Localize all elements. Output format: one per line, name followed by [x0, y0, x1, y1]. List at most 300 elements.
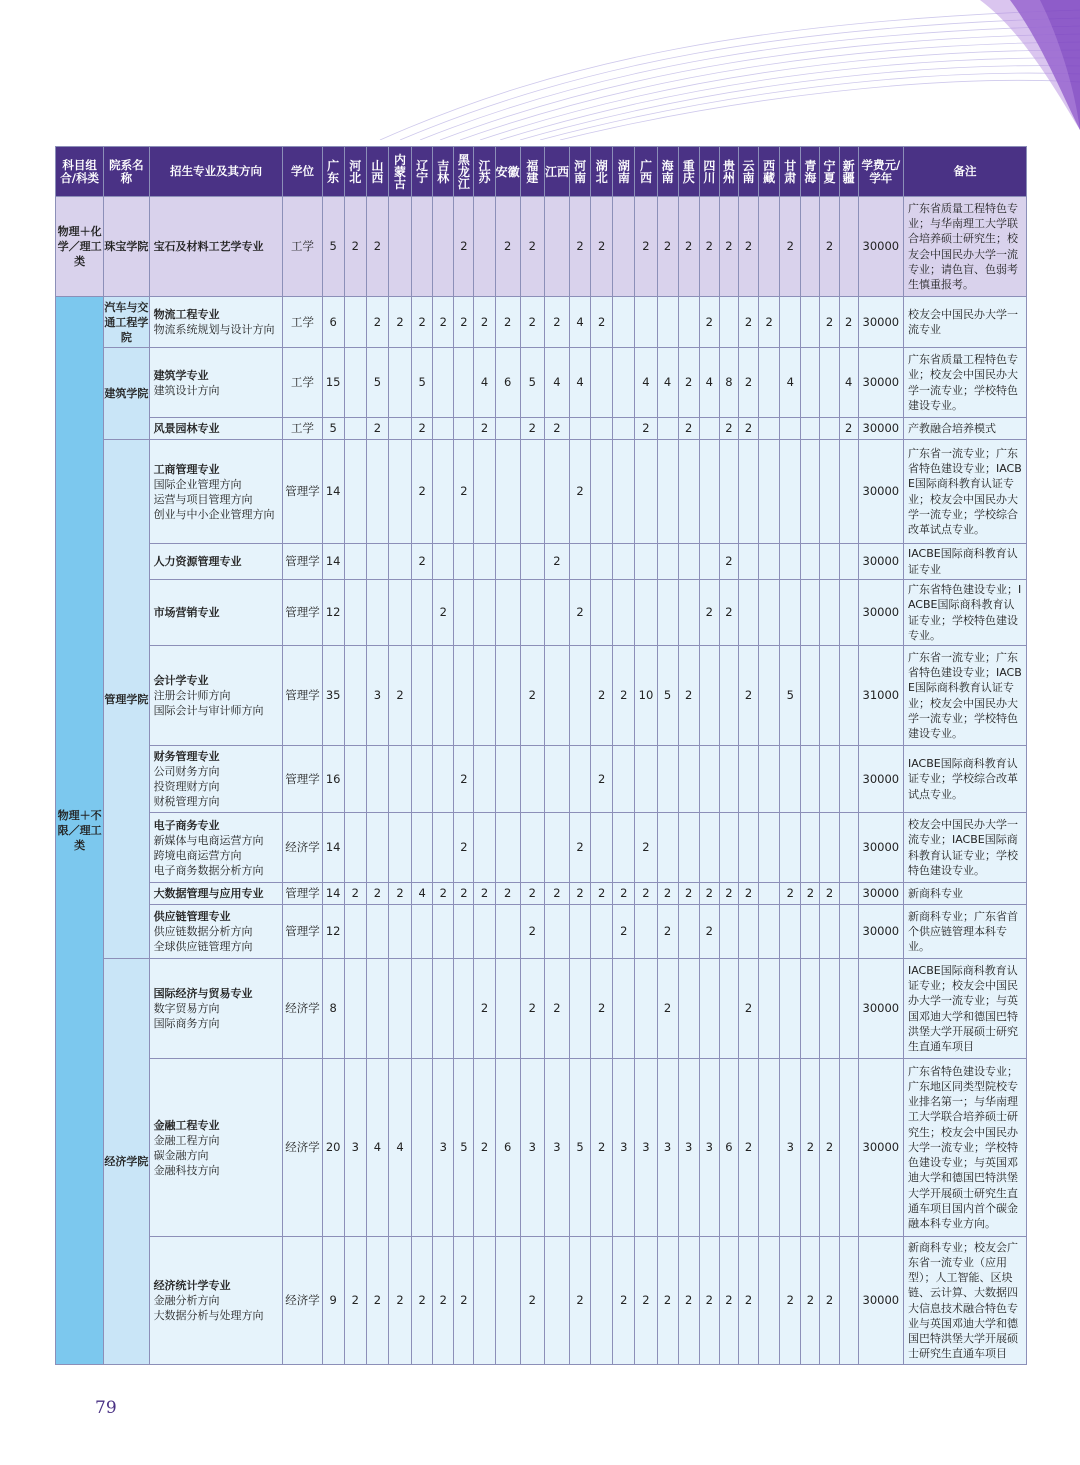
quota-cell: 3 — [780, 1059, 801, 1237]
quota-cell — [474, 905, 495, 959]
quota-cell — [544, 746, 569, 813]
major-cell — [149, 646, 283, 746]
quota-cell — [544, 1237, 569, 1365]
quota-cell — [344, 746, 366, 813]
quota-cell — [780, 813, 801, 883]
quota-cell — [344, 297, 366, 348]
major-name: 宝石及材料工艺学专业 — [153, 240, 264, 253]
quota-cell: 14 — [322, 440, 344, 544]
quota-cell — [366, 440, 388, 544]
table-row — [56, 544, 1027, 580]
quota-cell — [739, 813, 759, 883]
note-cell: IACBE国际商科教育认证专业；校友会中国民办大学一流专业；与英国邓迪大学和德国巴特洪堡大学开展硕士研究生直通车项目 — [903, 959, 1026, 1059]
quota-cell — [570, 646, 591, 746]
header-province: 江西 — [544, 147, 569, 197]
quota-cell: 5 — [570, 1059, 591, 1237]
quota-cell — [495, 580, 520, 646]
quota-cell — [820, 959, 839, 1059]
quota-cell: 2 — [739, 959, 759, 1059]
quota-cell: 2 — [366, 1237, 388, 1365]
degree-cell: 经济学 — [283, 1237, 322, 1365]
quota-cell — [699, 418, 719, 440]
quota-cell — [495, 905, 520, 959]
quota-cell: 2 — [495, 883, 520, 905]
page-number: 79 — [95, 1398, 117, 1418]
quota-cell: 15 — [322, 348, 344, 418]
quota-cell: 2 — [635, 883, 657, 905]
degree-cell: 管理学 — [283, 905, 322, 959]
quota-cell — [820, 348, 839, 418]
quota-cell — [780, 580, 801, 646]
table-row — [56, 297, 1027, 348]
quota-cell — [474, 197, 495, 297]
quota-cell: 2 — [759, 297, 780, 348]
table-row — [56, 905, 1027, 959]
quota-cell — [613, 297, 635, 348]
major-direction: 全球供应链管理方向 — [153, 940, 253, 953]
quota-cell — [657, 544, 678, 580]
major-name: 国际经济与贸易专业 — [153, 987, 253, 1000]
quota-cell: 2 — [591, 646, 613, 746]
quota-cell: 5 — [657, 646, 678, 746]
quota-cell: 2 — [657, 905, 678, 959]
quota-cell: 2 — [520, 1237, 544, 1365]
quota-cell — [839, 883, 858, 905]
header-province: 重庆 — [678, 147, 699, 197]
note-cell: 校友会中国民办大学一流专业 — [903, 297, 1026, 348]
quota-cell: 2 — [344, 883, 366, 905]
quota-cell: 5 — [780, 646, 801, 746]
major-name: 风景园林专业 — [153, 422, 220, 435]
header-province: 广东 — [322, 147, 344, 197]
quota-cell — [820, 746, 839, 813]
degree-cell: 管理学 — [283, 580, 322, 646]
quota-cell — [613, 959, 635, 1059]
note-cell: 校友会中国民办大学一流专业；IACBE国际商科教育认证专业；学校特色建设专业。 — [903, 813, 1026, 883]
header-province: 黑龙江 — [454, 147, 474, 197]
quota-cell — [474, 746, 495, 813]
degree-cell: 管理学 — [283, 544, 322, 580]
fee-cell: 31000 — [858, 646, 903, 746]
quota-cell — [591, 544, 613, 580]
quota-cell: 2 — [739, 418, 759, 440]
table-row — [56, 1059, 1027, 1237]
quota-cell: 2 — [591, 197, 613, 297]
quota-cell — [344, 440, 366, 544]
quota-cell: 3 — [613, 1059, 635, 1237]
major-direction: 物流系统规划与设计方向 — [153, 323, 275, 336]
degree-cell: 经济学 — [283, 959, 322, 1059]
quota-cell — [759, 1059, 780, 1237]
quota-cell: 20 — [322, 1059, 344, 1237]
quota-cell — [613, 348, 635, 418]
degree-cell: 管理学 — [283, 440, 322, 544]
quota-cell — [344, 905, 366, 959]
quota-cell — [759, 197, 780, 297]
major-cell — [149, 905, 283, 959]
header-province: 甘肃 — [780, 147, 801, 197]
quota-cell: 4 — [570, 297, 591, 348]
table-row — [56, 1237, 1027, 1365]
quota-cell — [613, 440, 635, 544]
quota-cell — [801, 746, 820, 813]
quota-cell: 4 — [388, 1059, 411, 1237]
quota-cell — [366, 959, 388, 1059]
quota-cell — [839, 440, 858, 544]
quota-cell: 2 — [801, 1237, 820, 1365]
quota-cell — [801, 580, 820, 646]
quota-cell — [433, 746, 454, 813]
major-direction: 国际会计与审计师方向 — [153, 704, 264, 717]
quota-cell — [474, 544, 495, 580]
header-province: 河南 — [570, 147, 591, 197]
quota-cell — [678, 297, 699, 348]
quota-cell — [366, 580, 388, 646]
quota-cell: 2 — [678, 348, 699, 418]
header-fee: 学费元/学年 — [858, 147, 903, 197]
quota-cell — [474, 580, 495, 646]
quota-cell — [635, 746, 657, 813]
quota-cell: 2 — [520, 646, 544, 746]
quota-cell — [820, 813, 839, 883]
header-province: 江苏 — [474, 147, 495, 197]
quota-cell — [699, 746, 719, 813]
quota-cell — [801, 544, 820, 580]
quota-cell — [344, 544, 366, 580]
major-direction: 运营与项目管理方向 — [153, 492, 253, 506]
fee-cell: 30000 — [858, 813, 903, 883]
fee-cell: 30000 — [858, 440, 903, 544]
quota-cell — [699, 544, 719, 580]
quota-cell: 2 — [699, 580, 719, 646]
quota-cell — [544, 440, 569, 544]
table-row — [56, 348, 1027, 418]
major-direction: 电子商务数据分析方向 — [153, 863, 264, 877]
college-cell: 经济学院 — [104, 959, 149, 1365]
degree-cell: 管理学 — [283, 883, 322, 905]
quota-cell — [344, 348, 366, 418]
quota-cell — [759, 1237, 780, 1365]
quota-cell: 2 — [495, 197, 520, 297]
quota-cell — [801, 348, 820, 418]
quota-cell: 6 — [495, 348, 520, 418]
quota-cell: 2 — [801, 883, 820, 905]
quota-cell — [412, 746, 433, 813]
major-name: 建筑学专业 — [153, 368, 209, 382]
quota-cell: 2 — [412, 1237, 433, 1365]
quota-cell — [454, 418, 474, 440]
quota-cell — [613, 544, 635, 580]
quota-cell — [433, 544, 454, 580]
header-province: 云南 — [739, 147, 759, 197]
quota-cell: 3 — [635, 1059, 657, 1237]
header-province: 新疆 — [839, 147, 858, 197]
quota-cell: 2 — [699, 883, 719, 905]
quota-cell — [657, 746, 678, 813]
quota-cell — [759, 440, 780, 544]
quota-cell — [759, 544, 780, 580]
quota-cell: 3 — [344, 1059, 366, 1237]
quota-cell: 2 — [739, 197, 759, 297]
quota-cell — [520, 440, 544, 544]
quota-cell: 5 — [322, 418, 344, 440]
quota-cell: 2 — [739, 646, 759, 746]
header-province: 湖北 — [591, 147, 613, 197]
quota-cell: 2 — [570, 883, 591, 905]
quota-cell — [570, 905, 591, 959]
quota-cell: 12 — [322, 580, 344, 646]
quota-cell — [678, 813, 699, 883]
quota-cell: 5 — [366, 348, 388, 418]
quota-cell — [570, 959, 591, 1059]
major-cell — [149, 746, 283, 813]
major-name: 会计学专业 — [153, 674, 209, 687]
quota-cell — [780, 297, 801, 348]
quota-cell: 12 — [322, 905, 344, 959]
major-name: 经济统计学专业 — [153, 1279, 231, 1292]
quota-cell — [433, 197, 454, 297]
major-direction: 国际商务方向 — [153, 1017, 220, 1030]
quota-cell: 8 — [719, 348, 738, 418]
quota-cell — [570, 418, 591, 440]
quota-cell — [699, 646, 719, 746]
quota-cell: 2 — [388, 646, 411, 746]
quota-cell: 2 — [474, 297, 495, 348]
quota-cell: 2 — [570, 813, 591, 883]
quota-cell — [344, 418, 366, 440]
quota-cell: 2 — [719, 883, 738, 905]
fee-cell: 30000 — [858, 1237, 903, 1365]
fee-cell: 30000 — [858, 580, 903, 646]
header-province: 海南 — [657, 147, 678, 197]
quota-cell: 2 — [520, 197, 544, 297]
quota-cell — [544, 197, 569, 297]
quota-cell: 2 — [520, 883, 544, 905]
quota-cell: 2 — [780, 197, 801, 297]
quota-cell — [839, 813, 858, 883]
quota-cell — [678, 959, 699, 1059]
quota-cell — [657, 813, 678, 883]
major-direction: 财税管理方向 — [153, 795, 220, 808]
quota-cell — [839, 746, 858, 813]
major-direction: 建筑设计方向 — [153, 383, 220, 397]
quota-cell — [839, 1237, 858, 1365]
quota-cell: 2 — [433, 580, 454, 646]
quota-cell — [495, 440, 520, 544]
quota-cell — [570, 746, 591, 813]
fee-cell: 30000 — [858, 348, 903, 418]
quota-cell — [635, 580, 657, 646]
quota-cell: 6 — [719, 1059, 738, 1237]
header-province: 福建 — [520, 147, 544, 197]
college-cell: 管理学院 — [104, 440, 149, 959]
quota-cell — [412, 959, 433, 1059]
header-group: 科目组合/科类 — [56, 147, 104, 197]
quota-cell — [678, 440, 699, 544]
quota-cell: 2 — [719, 1237, 738, 1365]
quota-cell: 14 — [322, 813, 344, 883]
quota-cell — [433, 959, 454, 1059]
quota-cell — [474, 813, 495, 883]
quota-cell: 2 — [454, 813, 474, 883]
major-direction: 创业与中小企业管理方向 — [153, 507, 275, 521]
quota-cell — [544, 646, 569, 746]
quota-cell — [344, 959, 366, 1059]
quota-cell — [820, 418, 839, 440]
quota-cell: 2 — [635, 197, 657, 297]
quota-cell: 4 — [699, 348, 719, 418]
quota-cell: 2 — [544, 959, 569, 1059]
quota-cell — [820, 440, 839, 544]
header-province: 河北 — [344, 147, 366, 197]
quota-cell — [520, 746, 544, 813]
quota-cell: 6 — [495, 1059, 520, 1237]
quota-cell — [344, 813, 366, 883]
quota-cell: 2 — [719, 544, 738, 580]
quota-cell — [474, 646, 495, 746]
quota-cell: 2 — [544, 297, 569, 348]
quota-cell — [520, 544, 544, 580]
table-row — [56, 746, 1027, 813]
table-row — [56, 959, 1027, 1059]
quota-cell — [780, 544, 801, 580]
quota-cell — [801, 297, 820, 348]
quota-cell — [635, 440, 657, 544]
header-note: 备注 — [903, 147, 1026, 197]
quota-cell: 4 — [780, 348, 801, 418]
quota-cell — [495, 746, 520, 813]
major-name: 供应链管理专业 — [153, 910, 231, 923]
quota-cell: 16 — [322, 746, 344, 813]
note-cell: 新商科专业；广东省首个供应链管理本科专业。 — [903, 905, 1026, 959]
quota-cell: 2 — [820, 297, 839, 348]
degree-cell: 工学 — [283, 418, 322, 440]
major-cell — [149, 297, 283, 348]
table-row — [56, 646, 1027, 746]
header-province: 四川 — [699, 147, 719, 197]
quota-cell — [657, 418, 678, 440]
quota-cell: 2 — [657, 959, 678, 1059]
major-direction: 大数据分析与处理方向 — [153, 1309, 264, 1322]
quota-cell — [412, 905, 433, 959]
quota-cell: 3 — [699, 1059, 719, 1237]
quota-cell — [474, 1237, 495, 1365]
quota-cell: 35 — [322, 646, 344, 746]
quota-cell — [678, 544, 699, 580]
quota-cell — [388, 197, 411, 297]
quota-cell — [388, 905, 411, 959]
fee-cell: 30000 — [858, 197, 903, 297]
quota-cell: 2 — [570, 1237, 591, 1365]
quota-cell: 2 — [344, 197, 366, 297]
major-direction: 金融工程方向 — [153, 1133, 220, 1147]
major-direction: 金融分析方向 — [153, 1294, 220, 1307]
table-row — [56, 440, 1027, 544]
header-college: 院系名称 — [104, 147, 149, 197]
quota-cell: 2 — [344, 1237, 366, 1365]
quota-cell: 2 — [454, 1237, 474, 1365]
major-name: 工商管理专业 — [153, 462, 220, 476]
fee-cell: 30000 — [858, 544, 903, 580]
major-cell — [149, 1059, 283, 1237]
quota-cell — [613, 197, 635, 297]
quota-cell — [780, 746, 801, 813]
quota-cell — [454, 348, 474, 418]
table-row — [56, 813, 1027, 883]
major-cell — [149, 959, 283, 1059]
quota-cell — [520, 813, 544, 883]
quota-cell — [719, 959, 738, 1059]
quota-cell — [591, 418, 613, 440]
quota-cell: 2 — [613, 1237, 635, 1365]
quota-cell — [412, 1059, 433, 1237]
quota-cell: 2 — [839, 418, 858, 440]
quota-cell: 2 — [474, 418, 495, 440]
quota-cell: 2 — [801, 1059, 820, 1237]
major-direction: 新媒体与电商运营方向 — [153, 833, 264, 847]
quota-cell: 2 — [739, 1059, 759, 1237]
quota-cell: 2 — [719, 197, 738, 297]
degree-cell: 工学 — [283, 197, 322, 297]
quota-cell — [759, 348, 780, 418]
note-cell: 广东省一流专业；广东省特色建设专业；IACBE国际商科教育认证专业；校友会中国民办大学一流专业；学校综合改革试点专业。 — [903, 440, 1026, 544]
quota-cell — [388, 746, 411, 813]
quota-cell: 2 — [780, 883, 801, 905]
quota-cell: 2 — [591, 746, 613, 813]
quota-cell: 2 — [454, 297, 474, 348]
quota-cell: 4 — [570, 348, 591, 418]
quota-cell: 2 — [412, 418, 433, 440]
quota-cell: 2 — [591, 1059, 613, 1237]
quota-cell: 2 — [388, 883, 411, 905]
quota-cell — [739, 544, 759, 580]
major-cell — [149, 1237, 283, 1365]
quota-cell — [759, 646, 780, 746]
quota-cell: 3 — [520, 1059, 544, 1237]
quota-cell: 2 — [739, 348, 759, 418]
quota-cell: 2 — [520, 297, 544, 348]
quota-cell: 4 — [474, 348, 495, 418]
quota-cell: 2 — [613, 646, 635, 746]
header-province: 山西 — [366, 147, 388, 197]
quota-cell: 2 — [635, 813, 657, 883]
quota-cell — [801, 197, 820, 297]
major-name: 电子商务专业 — [153, 818, 220, 832]
major-direction: 国际企业管理方向 — [153, 477, 242, 491]
degree-cell: 经济学 — [283, 1059, 322, 1237]
quota-cell: 2 — [433, 883, 454, 905]
quota-cell: 2 — [678, 418, 699, 440]
header-province: 青海 — [801, 147, 820, 197]
quota-cell — [544, 580, 569, 646]
quota-cell: 2 — [739, 297, 759, 348]
quota-cell: 2 — [433, 297, 454, 348]
header-province: 西藏 — [759, 147, 780, 197]
quota-cell: 2 — [495, 297, 520, 348]
quota-cell — [495, 544, 520, 580]
quota-cell: 2 — [820, 1237, 839, 1365]
quota-cell: 4 — [366, 1059, 388, 1237]
quota-cell — [719, 440, 738, 544]
header-province: 贵州 — [719, 147, 738, 197]
quota-cell — [839, 544, 858, 580]
quota-cell: 2 — [412, 297, 433, 348]
major-name: 市场营销专业 — [153, 606, 220, 619]
quota-cell: 2 — [657, 883, 678, 905]
quota-cell — [759, 905, 780, 959]
table-row — [56, 883, 1027, 905]
quota-cell — [657, 297, 678, 348]
